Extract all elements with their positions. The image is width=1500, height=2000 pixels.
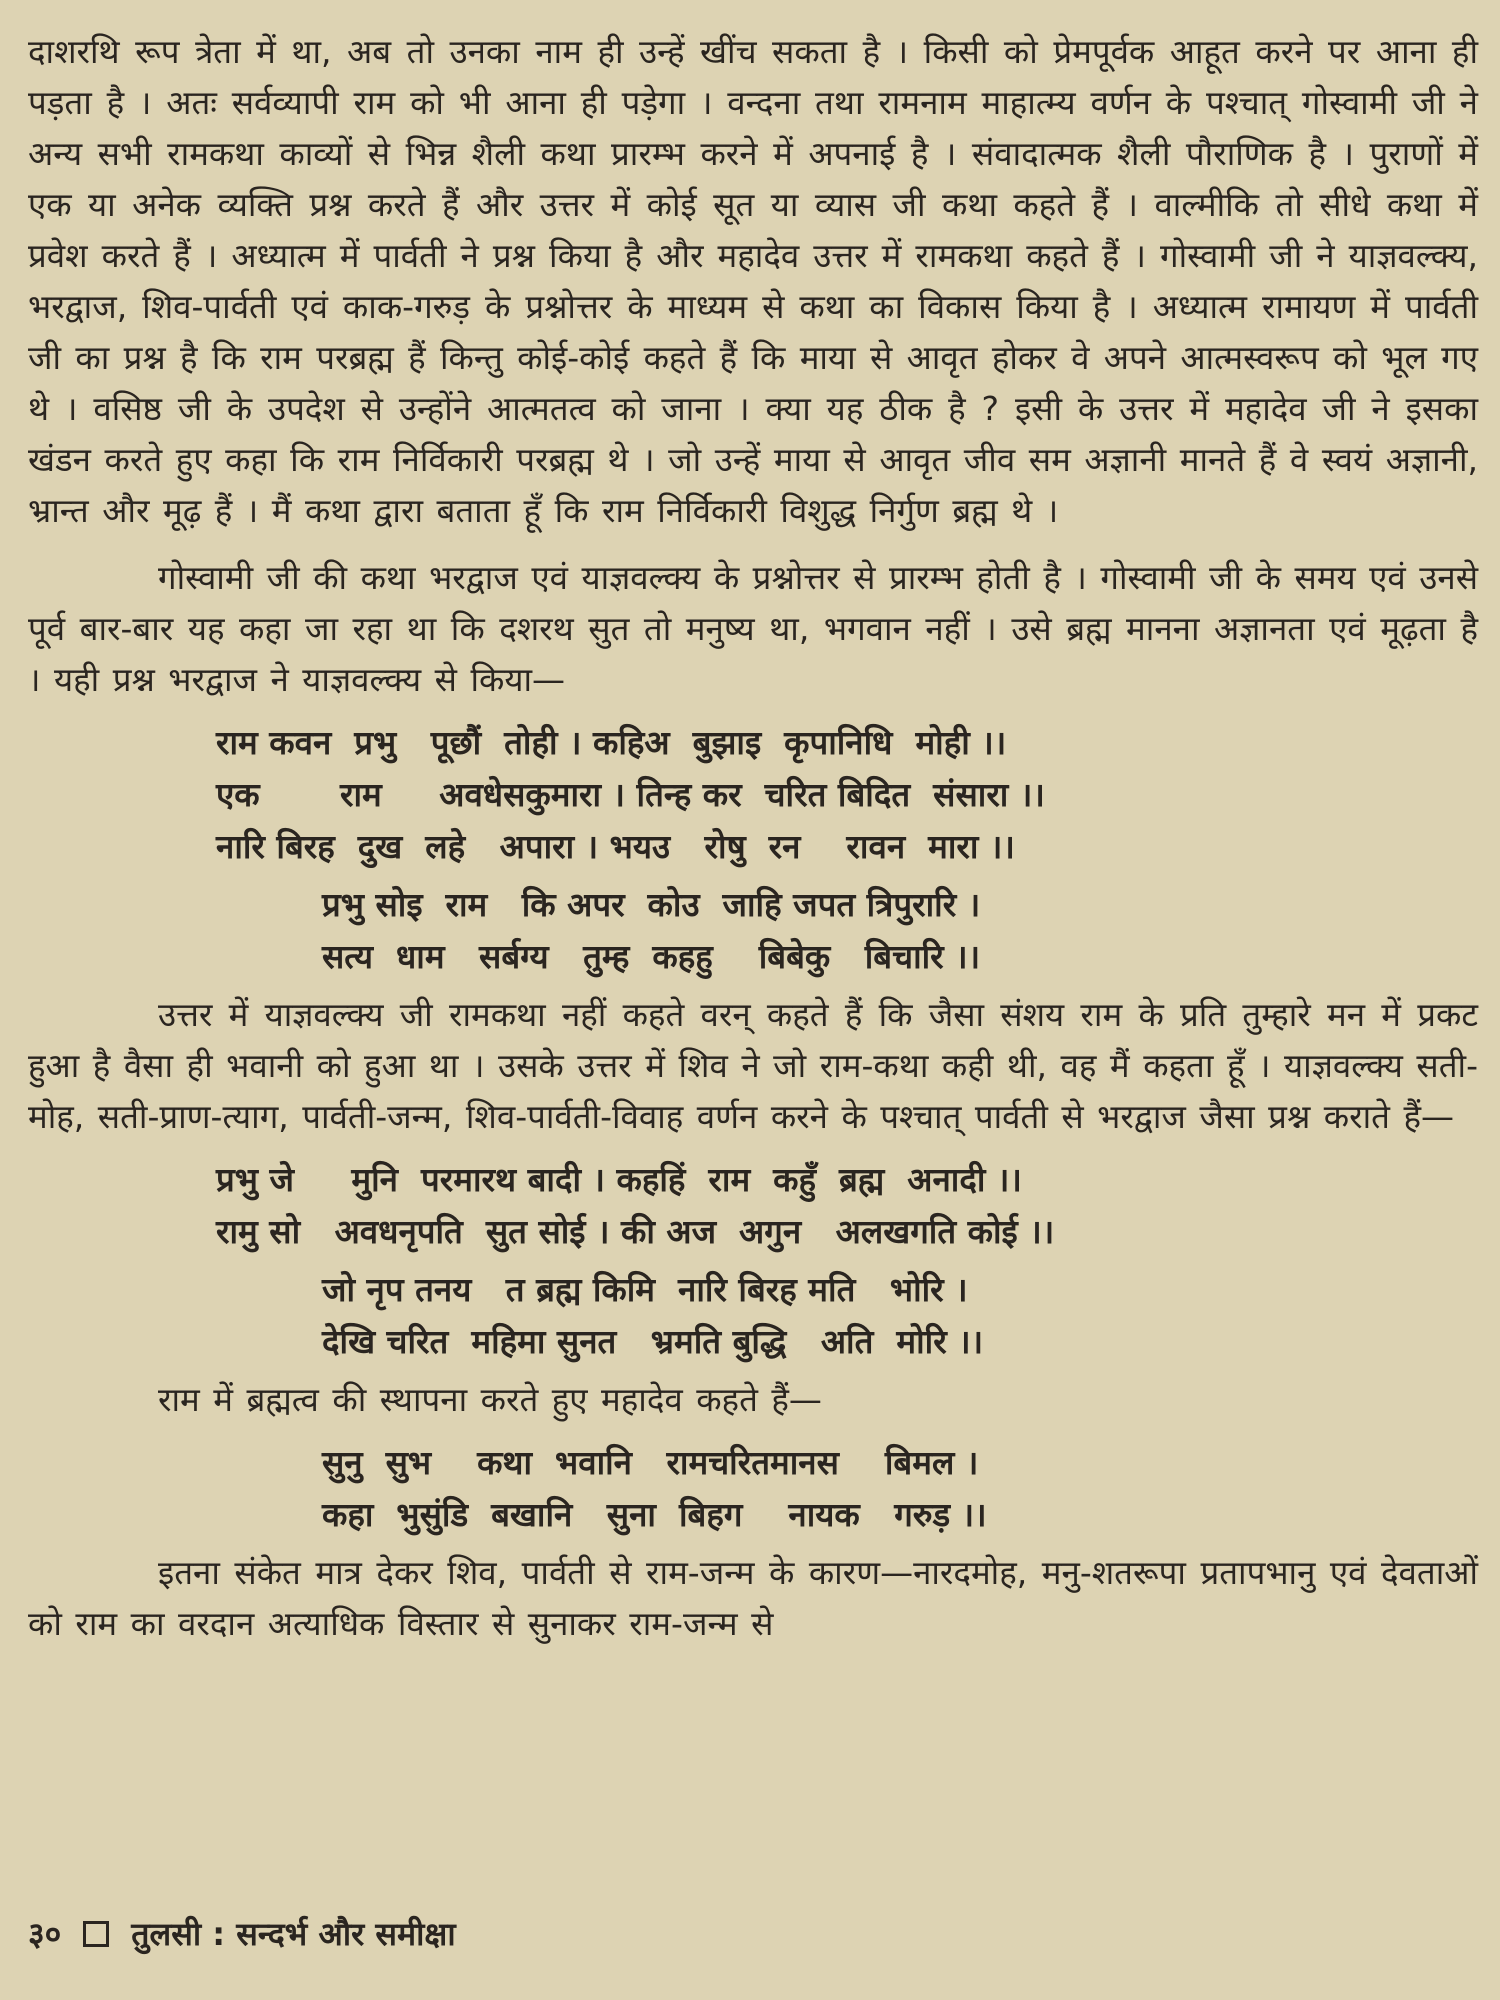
verse-line: कहा भुसुंडि बखानि सुना बिहग नायक गरुड़ ।। xyxy=(322,1495,987,1534)
paragraph-5: इतना संकेत मात्र देकर शिव, पार्वती से राम-जन्म के कारण—नारदमोह, मनु-शतरूपा प्रतापभानु एवं देवताओं को राम का वरदान अत्याधिक विस्तार से सुनाकर राम-जन्म से xyxy=(28,1553,1478,1643)
verse-line: जो नृप तनय त ब्रह्म किमि नारि बिरह मति भोरि । xyxy=(322,1270,968,1309)
verse-group-2 xyxy=(28,879,1478,983)
verse-line: सत्य धाम सर्बग्य तुम्ह कहहु बिबेकु बिचारि ।। xyxy=(322,937,981,976)
verse-line: प्रभु जे मुनि परमारथ बादी । कहहिं राम कहुँ ब्रह्म अनादी ।। xyxy=(216,1160,1022,1199)
square-ornament-icon xyxy=(83,1921,109,1947)
paragraph-2: गोस्वामी जी की कथा भरद्वाज एवं याज्ञवल्क्य के प्रश्नोत्तर से प्रारम्भ होती है । गोस्वामी जी के समय एवं उनसे पूर्व बार-बार यह कहा जा रहा था कि दशरथ सुत तो मनुष्य था, भगवान नहीं । उसे ब्रह्म मानना अज्ञानता एवं मूढ़ता है । यही प्रश्न भरद्वाज ने याज्ञवल्क्य से किया— xyxy=(28,558,1478,699)
verse-line: देखि चरित महिमा सुनत भ्रमति बुद्धि अति मोरि ।। xyxy=(322,1322,984,1361)
paragraph-4: राम में ब्रह्मत्व की स्थापना करते हुए महादेव कहते हैं— xyxy=(158,1380,822,1419)
page-number: ३० xyxy=(28,1915,62,1953)
verse-line: एक राम अवधेसकुमारा । तिन्ह कर चरित बिदित संसारा ।। xyxy=(216,775,1045,814)
paragraph-1: दाशरथि रूप त्रेता में था, अब तो उनका नाम ही उन्हें खींच सकता है । किसी को प्रेमपूर्वक आहूत करने पर आना ही पड़ता है । अतः सर्वव्यापी राम को भी आना ही पड़ेगा । वन्दना तथा रामनाम माहात्म्य वर्णन के पश्चात् गोस्वामी जी ने अन्य सभी रामकथा काव्यों से भिन्न शैली कथा प्रारम्भ करने में अपनाई है । संवादात्मक शैली पौराणिक है । पुराणों में एक या अनेक व्यक्ति प्रश्न करते हैं और उत्तर में कोई सूत या व्यास जी कथा कहते हैं । वाल्मीकि तो सीधे कथा में प्रवेश करते हैं । अध्यात्म में पार्वती ने प्रश्न किया है और महादेव उत्तर में रामकथा कहते हैं । गोस्वामी जी ने याज्ञवल्क्य, भरद्वाज, शिव-पार्वती एवं काक-गरुड़ के प्रश्नोत्तर के माध्यम से कथा का विकास किया है । अध्यात्म रामायण में पार्वती जी का प्रश्न है कि राम परब्रह्म हैं किन्तु कोई-कोई कहते हैं कि माया से आवृत होकर वे अपने आत्मस्वरूप को भूल गए थे । वसिष्ठ जी के उपदेश से उन्होंने आत्मतत्व को जाना । क्या यह ठीक है ? इसी के उत्तर में महादेव जी ने इसका खंडन करते हुए कहा कि राम निर्विकारी परब्रह्म थे । जो उन्हें माया से आवृत जीव सम अज्ञानी मानते हैं वे स्वयं अज्ञानी, भ्रान्त और मूढ़ हैं । मैं कथा द्वारा बताता हूँ कि राम निर्विकारी विशुद्ध निर्गुण ब्रह्म थे । xyxy=(28,32,1478,530)
verse-line: सुनु सुभ कथा भवानि रामचरितमानस बिमल । xyxy=(322,1443,979,1482)
verse-group-3 xyxy=(28,1154,1478,1258)
verse-group-4 xyxy=(28,1264,1478,1368)
verse-line: राम कवन प्रभु पूछौं तोही । कहिअ बुझाइ कृपानिधि मोही ।। xyxy=(216,723,1007,762)
page-footer xyxy=(28,1912,456,1955)
verse-group-1 xyxy=(28,717,1478,873)
verse-line: नारि बिरह दुख लहे अपारा । भयउ रोषु रन रावन मारा ।। xyxy=(216,827,1015,866)
verse-line: रामु सो अवधनृपति सुत सोई । की अज अगुन अलखगति कोई ।। xyxy=(216,1212,1055,1251)
paragraph-3: उत्तर में याज्ञवल्क्य जी रामकथा नहीं कहते वरन् कहते हैं कि जैसा संशय राम के प्रति तुम्हारे मन में प्रकट हुआ है वैसा ही भवानी को हुआ था । उसके उत्तर में शिव ने जो राम-कथा कही थी, वह मैं कहता हूँ । याज्ञवल्क्य सती-मोह, सती-प्राण-त्याग, पार्वती-जन्म, शिव-पार्वती-विवाह वर्णन करने के पश्चात् पार्वती से भरद्वाज जैसा प्रश्न कराते हैं— xyxy=(28,995,1478,1136)
book-title: तुलसी : सन्दर्भ और समीक्षा xyxy=(131,1915,456,1953)
verse-line: प्रभु सोइ राम कि अपर कोउ जाहि जपत त्रिपुरारि । xyxy=(322,885,981,924)
verse-group-5 xyxy=(28,1437,1478,1541)
